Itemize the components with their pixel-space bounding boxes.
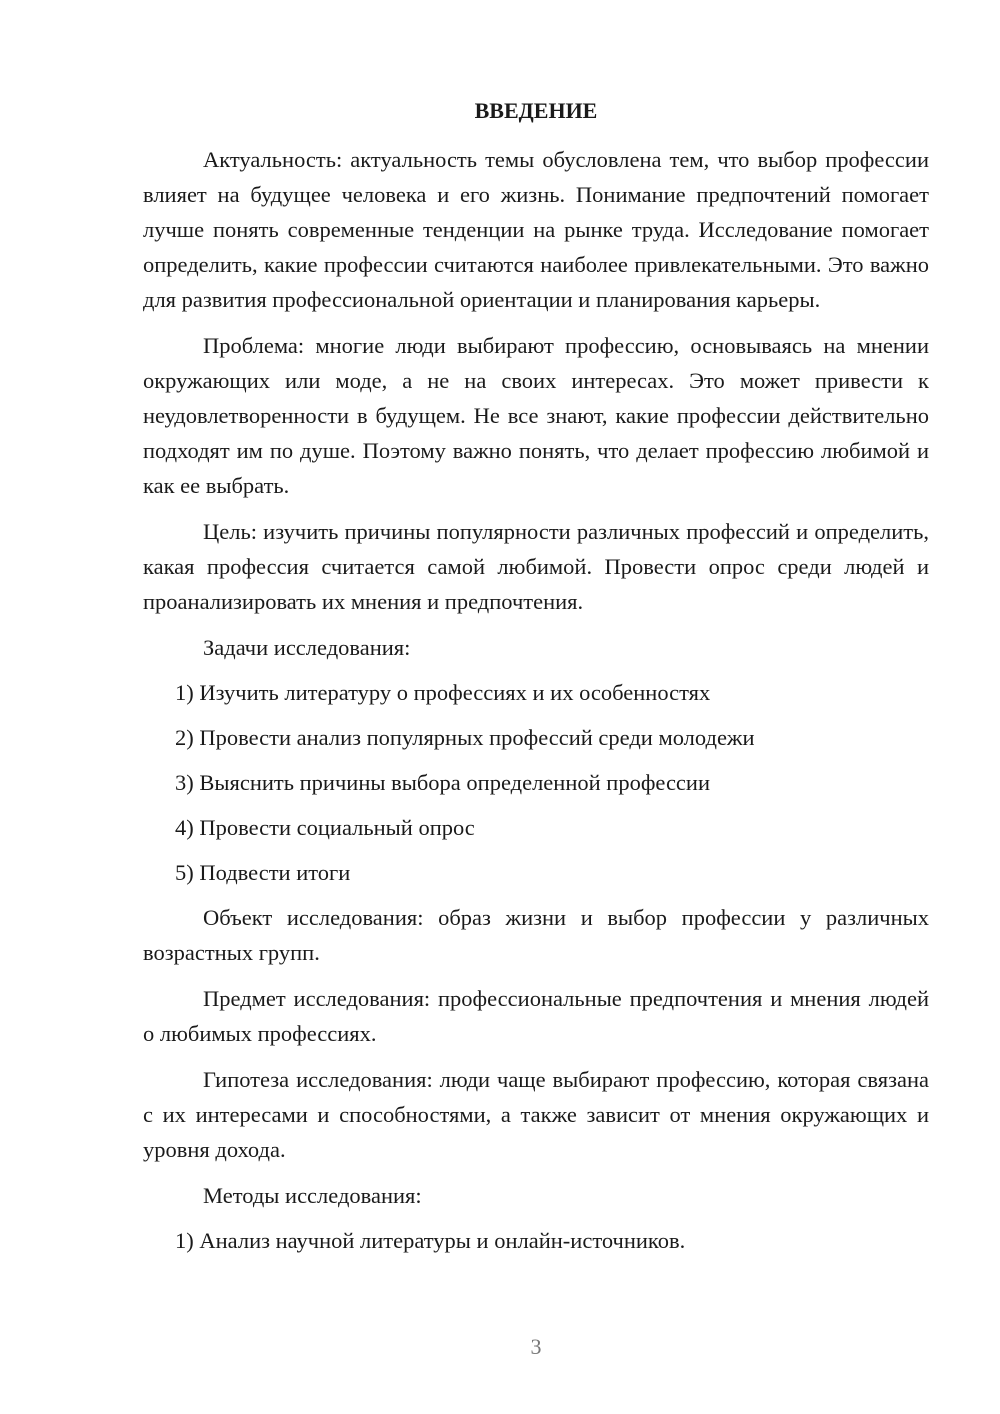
tasks-list (143, 675, 929, 890)
subject-paragraph: Предмет исследования: профессиональные предпочтения и мнения людей о любимых профессиях. (143, 986, 929, 1046)
relevance-paragraph: Актуальность: актуальность темы обусловлена тем, что выбор профессии влияет на будущее человека и его жизнь. Понимание предпочтений помогает лучше понять современные тенденции на рынке труда. Исследование помогает определить, какие профессии считаются наиболее привлекательными. Это важно для развития профессиональной ориентации и планирования карьеры. (143, 147, 929, 312)
task-item: 1) Изучить литературу о профессиях и их особенностях (175, 680, 711, 705)
task-item: 3) Выяснить причины выбора определенной профессии (175, 770, 711, 795)
goal-paragraph: Цель: изучить причины популярности различных профессий и определить, какая профессия считается самой любимой. Провести опрос среди людей и проанализировать их мнения и предпочтения. (143, 519, 929, 614)
page-number: 3 (530, 1334, 542, 1359)
tasks-heading: Задачи исследования: (203, 635, 411, 660)
task-item: 5) Подвести итоги (175, 860, 351, 885)
methods-list (143, 1223, 929, 1258)
section-title: ВВЕДЕНИЕ (474, 98, 598, 123)
task-item: 2) Провести анализ популярных профессий среди молодежи (175, 725, 755, 750)
method-item: 1) Анализ научной литературы и онлайн-источников. (175, 1228, 686, 1253)
problem-paragraph: Проблема: многие люди выбирают профессию, основываясь на мнении окружающих или моде, а не на своих интересах. Это может привести к неудовлетворенности в будущем. Не все знают, какие профессии действительно подходят им по душе. Поэтому важно понять, что делает профессию любимой и как ее выбрать. (143, 333, 929, 498)
hypothesis-paragraph: Гипотеза исследования: люди чаще выбирают профессию, которая связана с их интересами и способностями, а также зависит от мнения окружающих и уровня дохода. (143, 1067, 929, 1162)
task-item: 4) Провести социальный опрос (175, 815, 475, 840)
methods-heading: Методы исследования: (203, 1183, 422, 1208)
page-body (143, 93, 929, 1268)
object-paragraph: Объект исследования: образ жизни и выбор профессии у различных возрастных групп. (143, 905, 929, 965)
